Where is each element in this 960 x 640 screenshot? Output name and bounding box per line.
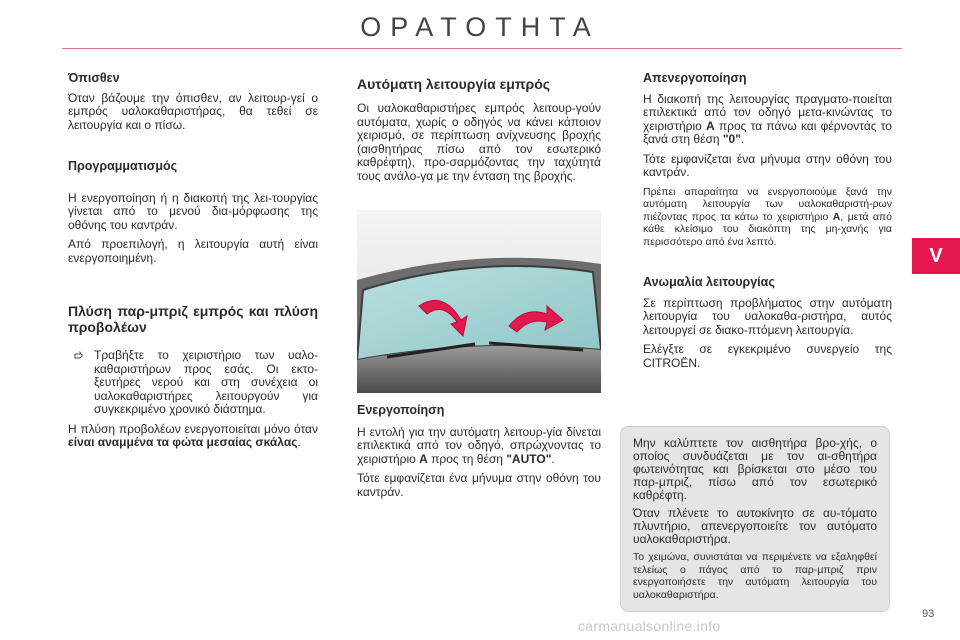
page-number: 93 bbox=[922, 608, 935, 620]
deactivation-text-2: Τότε εμφανίζεται ένα μήνυμα στην οθόνη του καντράν. bbox=[643, 151, 892, 179]
left-column bbox=[68, 72, 318, 456]
watermark: carmanualsonline.info bbox=[578, 618, 721, 634]
note-paragraph-1: Μην καλύπτετε τον αισθητήρα βρο-χής, ο οποίος συνδυάζεται με τον αι-σθητήρα φωτεινότητας και βρίσκεται στο μέσο του παρ-μπριζ, πίσω από τον εσωτερικό καθρέφτη. bbox=[633, 436, 877, 502]
auto-heading: Αυτόματη λειτουργία εμπρός bbox=[357, 76, 551, 92]
page-title: ΟΡΑΤΟΤΗΤΑ bbox=[360, 12, 600, 42]
activation-text: Η εντολή για την αυτόματη λειτουρ-γία δίνεται επιλεκτικά από τον οδηγό, σπρώχνοντας το χειριστήριο A προς τη θέση "AUTO". bbox=[357, 424, 601, 466]
deactivation-heading: Απενεργοποίηση bbox=[643, 71, 747, 85]
chapter-tab[interactable]: V bbox=[912, 238, 960, 274]
right-column bbox=[643, 72, 892, 376]
washer-heading: Πλύση παρ-μπριζ εμπρός και πλύση προβολέων bbox=[68, 303, 318, 335]
note-paragraph-2: Όταν πλένετε το αυτοκίνητο σε αυ-τόματο πλυντήριο, απενεργοποιείτε τον αυτόματο υαλοκαθαριστήρα. bbox=[633, 506, 877, 546]
programming-text-2: Από προεπιλογή, η λειτουργία αυτή είναι ενεργοποιημένη. bbox=[68, 237, 318, 265]
fault-text-1: Σε περίπτωση προβλήματος στην αυτόματη λειτουργία του υαλοκαθα-ριστήρα, αυτός λειτουργεί σε διακο-πτόμενη λειτουργία. bbox=[643, 295, 892, 337]
deactivation-reminder: Πρέπει απαραίτητα να ενεργοποιούμε ξανά την αυτόματη λειτουργία των υαλοκαθαριστή-ρων πιέζοντας προς τα κάτω το χειριστήριο A, μετά από κάθε κλείσιμο του διακόπτη της μη-χανής για περισσότερο από ένα λεπτό. bbox=[643, 185, 892, 248]
pointing-hand-icon bbox=[74, 349, 86, 423]
windscreen-photo bbox=[357, 210, 601, 393]
activation-text-2: Τότε εμφανίζεται ένα μήνυμα στην οθόνη του καντράν. bbox=[357, 471, 601, 499]
middle-column bbox=[357, 76, 601, 189]
activation-heading: Ενεργοποίηση bbox=[357, 403, 445, 417]
washer-headlamp-text: Η πλύση προβολέων ενεργοποιείται μόνο όταν είναι αναμμένα τα φώτα μεσαίας σκάλας. bbox=[68, 421, 318, 449]
washer-bullet-text: Τραβήξτε το χειριστήριο των υαλο-καθαριστήρων προς εσάς. Οι εκτο-ξευτήρες νερού και στη συνέχεια οι υαλοκαθαριστήρες λειτουργούν για συγκεκριμένο χρονικό διάστημα. bbox=[94, 348, 318, 416]
info-note-box bbox=[620, 426, 890, 612]
washer-bullet bbox=[74, 349, 318, 423]
deactivation-text: Η διακοπή της λειτουργίας πραγματο-ποιείται επιλεκτικά από τον οδηγό μετα-κινώντας το χειριστήριο A προς τα πάνω και φέρνοντάς το ξανά στη θέση "0". bbox=[643, 91, 892, 146]
fault-text-2: Ελέγξτε σε εγκεκριμένο συνεργείο της CITROËN. bbox=[643, 342, 892, 370]
auto-text: Οι υαλοκαθαριστήρες εμπρός λειτουρ-γούν αυτόματα, χωρίς ο οδηγός να κάνει κάποιον χειρισμό, σε περίπτωση ανίχνευσης βροχής (αισθητήρας πίσω από τον εσωτερικό καθρέφτη), προ-σαρμόζοντας την ταχύτητά τους ανάλο-γα με την ένταση της βροχής. bbox=[357, 101, 601, 183]
rear-text: Όταν βάζουμε την όπισθεν, αν λειτουρ-γεί ο εμπρός υαλοκαθαριστήρας, θα τεθεί σε λειτουργία και ο πίσω. bbox=[68, 90, 318, 132]
rear-heading: Όπισθεν bbox=[68, 71, 120, 85]
middle-column-lower bbox=[357, 404, 601, 505]
programming-heading: Προγραμματισμός bbox=[68, 159, 178, 173]
fault-heading: Ανωμαλία λειτουργίας bbox=[643, 275, 775, 289]
programming-text-1: Η ενεργοποίηση ή η διακοπή της λει-τουργίας γίνεται από το μενού δια-μόρφωσης της οθόνης του καντράν. bbox=[68, 190, 318, 232]
title-divider bbox=[62, 48, 902, 49]
note-paragraph-3: Το χειμώνα, συνιστάται να περιμένετε να εξαληφθεί τελείως ο πάγος από το παρ-μπριζ πριν ενεργοποιήσετε την αυτόματη λειτουργία του υαλοκαθαριστήρα. bbox=[633, 551, 877, 601]
